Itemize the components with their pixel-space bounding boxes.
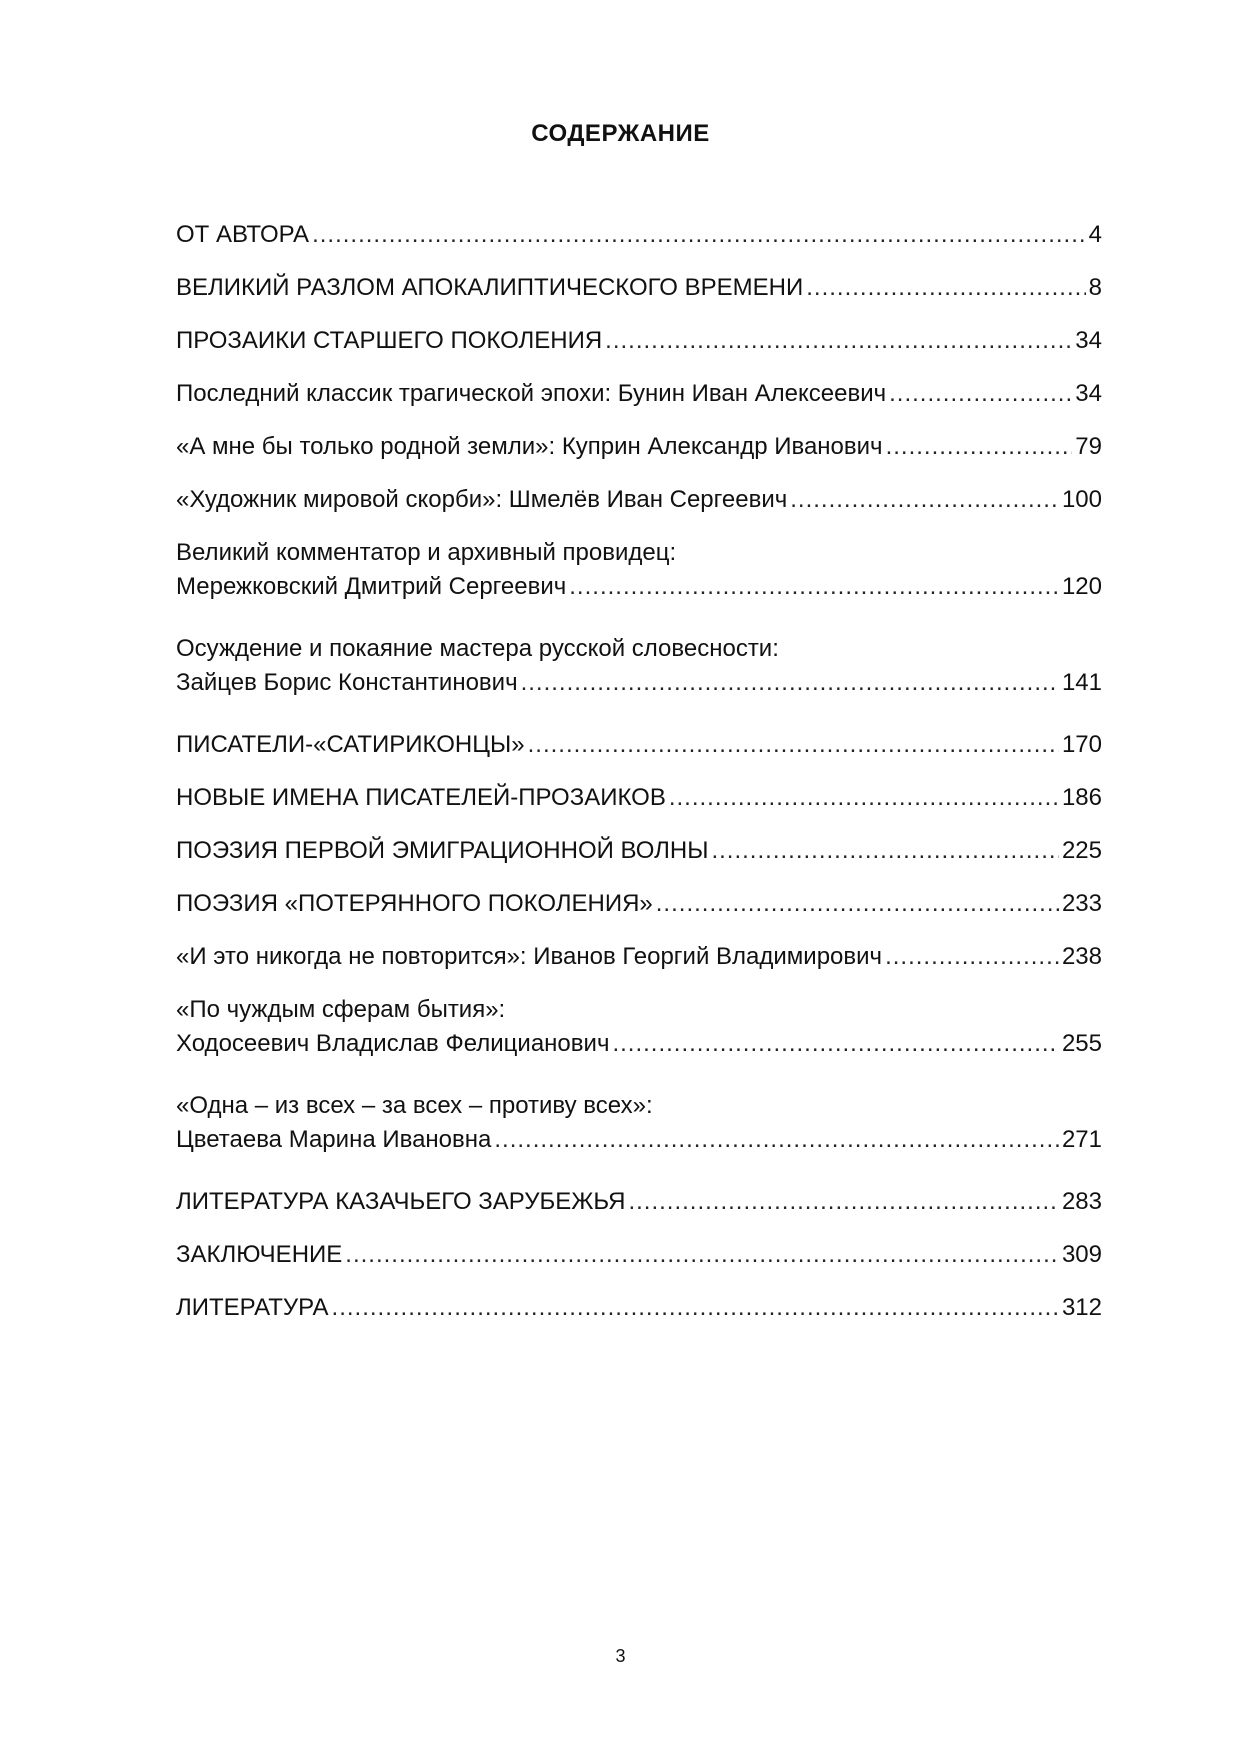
toc-entry[interactable] bbox=[176, 834, 1102, 887]
toc-entry-page: 120 bbox=[1061, 573, 1102, 600]
dot-leader bbox=[494, 1123, 1059, 1157]
toc-entry[interactable] bbox=[176, 324, 1102, 377]
toc-entry-page: 170 bbox=[1061, 731, 1102, 758]
toc-entry-heading: «По чуждым сферам бытия»: bbox=[176, 996, 506, 1023]
dot-leader bbox=[605, 324, 1072, 358]
toc-entry-page: 34 bbox=[1075, 380, 1102, 407]
toc-entry[interactable] bbox=[176, 1089, 1102, 1185]
toc-entry-label: «И это никогда не повторится»: Иванов Георгий Владимирович bbox=[176, 943, 883, 970]
toc-entry[interactable] bbox=[176, 887, 1102, 940]
dot-leader bbox=[312, 218, 1086, 252]
toc-entry-label: ЗАКЛЮЧЕНИЕ bbox=[176, 1241, 343, 1268]
toc-entry-label: ОТ АВТОРА bbox=[176, 221, 310, 248]
toc-entry-heading: «Одна – из всех – за всех – противу всех»: bbox=[176, 1092, 653, 1119]
dot-leader bbox=[332, 1291, 1059, 1325]
toc-entry[interactable] bbox=[176, 1291, 1102, 1344]
toc-entry-heading: Осуждение и покаяние мастера русской словесности: bbox=[176, 635, 779, 662]
toc-entry-heading: Великий комментатор и архивный провидец: bbox=[176, 539, 677, 566]
toc-entry-page: 312 bbox=[1061, 1294, 1102, 1321]
toc-entry-label: «А мне бы только родной земли»: Куприн Александр Иванович bbox=[176, 433, 883, 460]
toc-entry-label: ПОЭЗИЯ «ПОТЕРЯННОГО ПОКОЛЕНИЯ» bbox=[176, 890, 653, 917]
toc-entry-page: 255 bbox=[1061, 1030, 1102, 1057]
dot-leader bbox=[806, 271, 1085, 305]
toc-entry[interactable] bbox=[176, 218, 1102, 271]
toc-entry[interactable] bbox=[176, 483, 1102, 536]
page-number: 3 bbox=[615, 1646, 626, 1666]
toc-entry[interactable] bbox=[176, 536, 1102, 632]
toc-entry-page: 4 bbox=[1088, 221, 1102, 248]
toc-entry-page: 34 bbox=[1075, 327, 1102, 354]
dot-leader bbox=[889, 377, 1072, 411]
toc-entry-page: 271 bbox=[1061, 1126, 1102, 1153]
dot-leader bbox=[521, 666, 1059, 700]
toc-entry-label: НОВЫЕ ИМЕНА ПИСАТЕЛЕЙ-ПРОЗАИКОВ bbox=[176, 784, 666, 811]
table-of-contents bbox=[176, 218, 1102, 1344]
toc-entry-page: 309 bbox=[1061, 1241, 1102, 1268]
toc-entry[interactable] bbox=[176, 1185, 1102, 1238]
toc-entry-label: ПИСАТЕЛИ-«САТИРИКОНЦЫ» bbox=[176, 731, 525, 758]
toc-entry-page: 225 bbox=[1061, 837, 1102, 864]
dot-leader bbox=[790, 483, 1059, 517]
toc-entry-label: Цветаева Марина Ивановна bbox=[176, 1126, 492, 1153]
toc-entry-page: 186 bbox=[1061, 784, 1102, 811]
toc-entry[interactable] bbox=[176, 377, 1102, 430]
toc-entry-label: Последний классик трагической эпохи: Бунин Иван Алексеевич bbox=[176, 380, 887, 407]
toc-entry-page: 141 bbox=[1061, 669, 1102, 696]
toc-entry[interactable] bbox=[176, 728, 1102, 781]
dot-leader bbox=[656, 887, 1059, 921]
toc-entry-label: ПРОЗАИКИ СТАРШЕГО ПОКОЛЕНИЯ bbox=[176, 327, 603, 354]
toc-entry-label: ВЕЛИКИЙ РАЗЛОМ АПОКАЛИПТИЧЕСКОГО ВРЕМЕНИ bbox=[176, 274, 804, 301]
dot-leader bbox=[711, 834, 1058, 868]
toc-entry-page: 283 bbox=[1061, 1188, 1102, 1215]
dot-leader bbox=[612, 1027, 1059, 1061]
toc-entry-page: 8 bbox=[1088, 274, 1102, 301]
toc-entry-label: «Художник мировой скорби»: Шмелёв Иван Сергеевич bbox=[176, 486, 788, 513]
toc-entry-label: Мережковский Дмитрий Сергеевич bbox=[176, 573, 567, 600]
toc-entry[interactable] bbox=[176, 271, 1102, 324]
toc-entry-page: 233 bbox=[1061, 890, 1102, 917]
toc-entry-label: ПОЭЗИЯ ПЕРВОЙ ЭМИГРАЦИОННОЙ ВОЛНЫ bbox=[176, 837, 709, 864]
dot-leader bbox=[885, 940, 1059, 974]
toc-entry-label: Зайцев Борис Константинович bbox=[176, 669, 518, 696]
dot-leader bbox=[886, 430, 1073, 464]
toc-entry-label: ЛИТЕРАТУРА КАЗАЧЬЕГО ЗАРУБЕЖЬЯ bbox=[176, 1188, 626, 1215]
toc-entry-label: Ходосеевич Владислав Фелицианович bbox=[176, 1030, 610, 1057]
toc-entry-page: 100 bbox=[1061, 486, 1102, 513]
toc-entry[interactable] bbox=[176, 781, 1102, 834]
dot-leader bbox=[528, 728, 1059, 762]
toc-entry[interactable] bbox=[176, 993, 1102, 1089]
toc-entry[interactable] bbox=[176, 1238, 1102, 1291]
toc-entry-label: ЛИТЕРАТУРА bbox=[176, 1294, 329, 1321]
toc-entry[interactable] bbox=[176, 430, 1102, 483]
toc-entry-page: 79 bbox=[1075, 433, 1102, 460]
toc-entry[interactable] bbox=[176, 632, 1102, 728]
dot-leader bbox=[569, 570, 1059, 604]
toc-entry[interactable] bbox=[176, 940, 1102, 993]
dot-leader bbox=[669, 781, 1059, 815]
dot-leader bbox=[628, 1185, 1059, 1219]
toc-entry-page: 238 bbox=[1061, 943, 1102, 970]
page-title: СОДЕРЖАНИЕ bbox=[531, 120, 710, 147]
dot-leader bbox=[345, 1238, 1059, 1272]
